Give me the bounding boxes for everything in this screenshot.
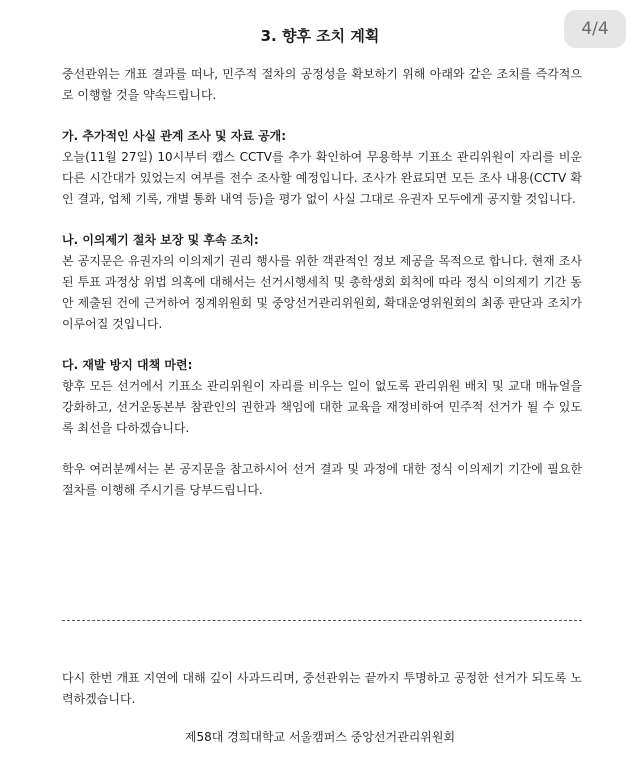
section-heading-prevention: 다. 재발 방지 대책 마련: (62, 358, 193, 372)
section-heading-investigation: 가. 추가적인 사실 관계 조사 및 자료 공개: (62, 129, 287, 143)
section-body-prevention: 향후 모든 선거에서 기표소 관리위원이 자리를 비우는 일이 없도록 관리위원 배치 및 교대 매뉴얼을 강화하고, 선거운동본부 참관인의 권한과 책임에 대한 교육을 재정비하여 민주적 선거가 될 수 있도록 최선을 다하겠습니다. (62, 379, 582, 435)
document-body (62, 64, 582, 501)
intro-paragraph: 중선관위는 개표 결과를 떠나, 민주적 절차의 공정성을 확보하기 위해 아래와 같은 조치를 즉각적으로 이행할 것을 약속드립니다. (62, 67, 582, 102)
request-paragraph: 학우 여러분께서는 본 공지문을 참고하시어 선거 결과 및 과정에 대한 정식 이의제기 기간에 필요한 절차를 이행해 주시기를 당부드립니다. (62, 462, 582, 497)
section-title: 3. 향후 조치 계획 (260, 27, 380, 45)
dashed-divider (62, 620, 582, 621)
signature-line: 제58대 경희대학교 서울캠퍼스 중앙선거관리위원회 (184, 730, 456, 744)
section-heading-objection: 나. 이의제기 절차 보장 및 후속 조치: (62, 233, 259, 247)
page-counter-badge: 4/4 (564, 10, 626, 48)
section-body-objection: 본 공지문은 유권자의 이의제기 권리 행사를 위한 객관적인 정보 제공을 목적으로 합니다. 현재 조사된 투표 과정상 위법 의혹에 대해서는 선거시행세칙 및 총학생회 회칙에 따라 정식 이의제기 기간 동안 제출된 건에 근거하여 징계위원회 및 중앙선거관리위원회, 확대운영위원회의 최종 판단과 조치가 이루어질 것입니다. (62, 254, 582, 331)
section-body-investigation: 오늘(11월 27일) 10시부터 캡스 CCTV를 추가 확인하여 무용학부 기표소 관리위원이 자리를 비운 다른 시간대가 있었는지 여부를 전수 조사할 예정입니다. 조사가 완료되면 모든 조사 내용(CCTV 확인 결과, 업체 기록, 개별 통화 내역 등)을 평가 없이 사실 그대로 유권자 모두에게 공지할 것입니다. (62, 150, 582, 206)
closing-paragraph: 다시 한번 개표 지연에 대해 깊이 사과드리며, 중선관위는 끝까지 투명하고 공정한 선거가 되도록 노력하겠습니다. (62, 671, 582, 706)
